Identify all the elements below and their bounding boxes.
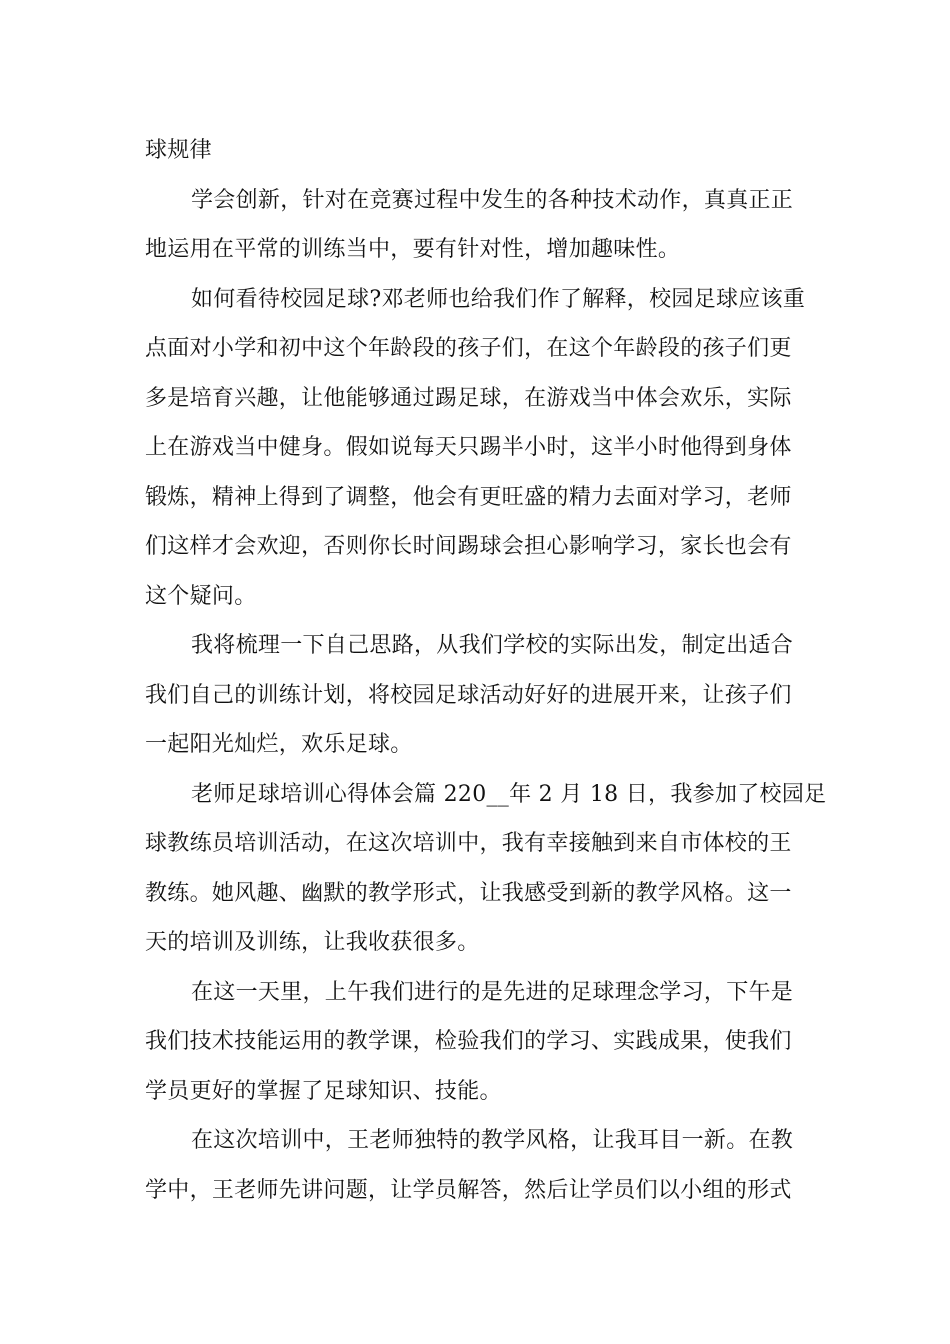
text-line: 这个疑问。 <box>145 583 257 609</box>
paragraph-first-line: 老师足球培训心得体会篇 220__年 2 月 18 日，我参加了校园足 <box>191 781 827 807</box>
text-line: 上在游戏当中健身。假如说每天只踢半小时，这半小时他得到身体 <box>145 435 792 460</box>
text-line: 锻炼，精神上得到了调整，他会有更旺盛的精力去面对学习，老师 <box>145 484 792 510</box>
text-line: 球规律 <box>145 138 212 163</box>
paragraph-first-line: 在这次培训中，王老师独特的教学风格，让我耳目一新。在教 <box>191 1128 794 1153</box>
text-line: 学中，王老师先讲问题，让学员解答，然后让学员们以小组的形式 <box>145 1177 792 1203</box>
text-line: 天的培训及训练，让我收获很多。 <box>145 930 480 955</box>
paragraph-first-line: 学会创新，针对在竞赛过程中发生的各种技术动作，真真正正 <box>191 187 794 213</box>
text-line: 点面对小学和初中这个年龄段的孩子们，在这个年龄段的孩子们更 <box>145 336 792 361</box>
paragraph-first-line: 在这一天里，上午我们进行的是先进的足球理念学习，下午是 <box>191 979 794 1005</box>
text-line: 多是培育兴趣，让他能够通过踢足球，在游戏当中体会欢乐，实际 <box>145 385 792 411</box>
text-line: 地运用在平常的训练当中，要有针对性，增加趣味性。 <box>145 237 681 262</box>
paragraph-first-line: 我将梳理一下自己思路，从我们学校的实际出发，制定出适合 <box>191 633 794 658</box>
text-line: 球教练员培训活动，在这次培训中，我有幸接触到来自市体校的王 <box>145 831 792 856</box>
text-line: 教练。她风趣、幽默的教学形式，让我感受到新的教学风格。这一 <box>145 880 792 906</box>
text-line: 我们自己的训练计划，将校园足球活动好好的进展开来，让孩子们 <box>145 682 792 708</box>
text-line: 学员更好的掌握了足球知识、技能。 <box>145 1078 502 1104</box>
text-line: 一起阳光灿烂，欢乐足球。 <box>145 732 413 757</box>
text-line: 我们技术技能运用的教学课，检验我们的学习、实践成果，使我们 <box>145 1029 792 1054</box>
paragraph-first-line: 如何看待校园足球?邓老师也给我们作了解释，校园足球应该重 <box>191 286 806 312</box>
document-body <box>145 126 827 1215</box>
text-line: 们这样才会欢迎，否则你长时间踢球会担心影响学习，家长也会有 <box>145 534 792 559</box>
